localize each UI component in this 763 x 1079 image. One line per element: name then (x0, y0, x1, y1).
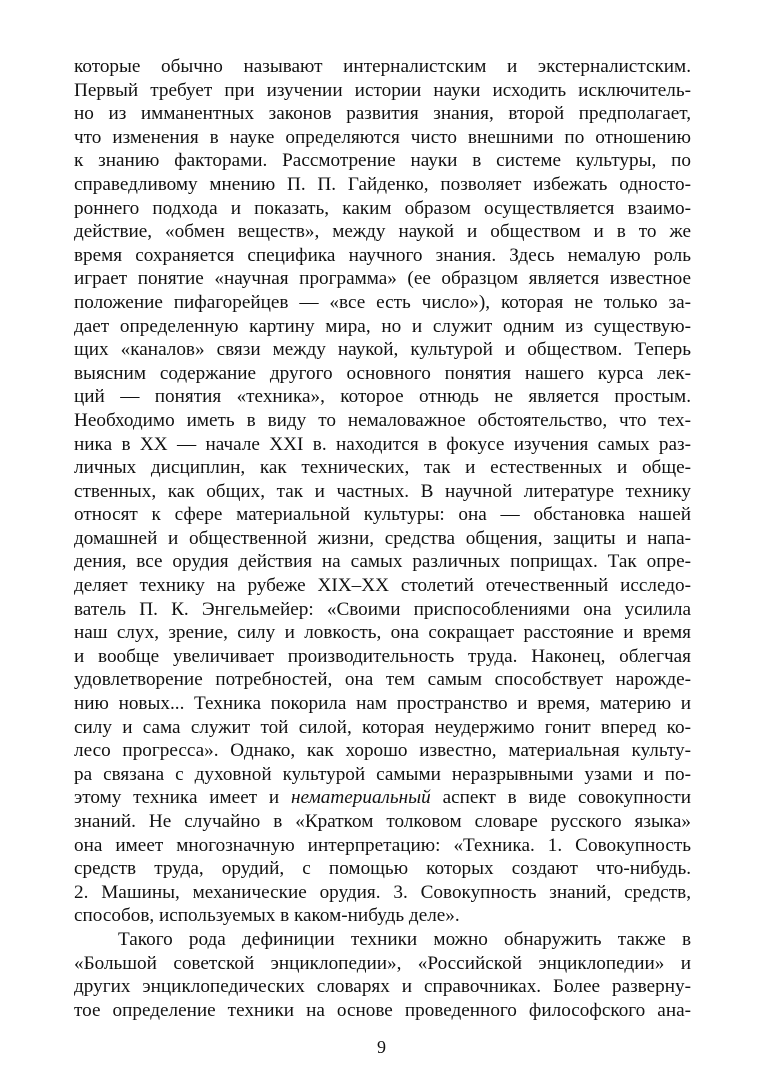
text-line: тое определение техники на основе проведенного философского ана- (74, 999, 691, 1021)
page-body (74, 55, 691, 1022)
text-line: Необходимо иметь в виду то немаловажное обстоятельство, что тех- (74, 409, 691, 431)
text-line: ственных, как общих, так и частных. В научной литературе технику (74, 480, 691, 502)
page-number: 9 (377, 1037, 386, 1057)
text-line: роннего подхода и показать, каким образом осуществляется взаимо- (74, 197, 691, 219)
text-line: силу и сама служит той силой, которая неудержимо гонит вперед ко- (74, 716, 691, 738)
text-line: дает определенную картину мира, но и служит одним из существую- (74, 315, 691, 337)
text-line: положение пифагорейцев — «все есть число»), которая не только за- (74, 291, 691, 313)
text-line: относят к сфере материальной культуры: она — обстановка нашей (74, 504, 691, 526)
text-line: личных дисциплин, как технических, так и естественных и обще- (74, 457, 691, 479)
text-line: лесо прогресса». Однако, как хорошо известно, материальная культу- (74, 740, 691, 762)
text-line: но из имманентных законов развития знания, второй предполагает, (74, 103, 691, 125)
text-line: время сохраняется специфика научного знания. Здесь немалую роль (74, 244, 691, 266)
text-line: ватель П. К. Энгельмейер: «Своими приспособлениями она усилила (74, 598, 691, 620)
text-line: ра связана с духовной культурой самыми неразрывными узами и по- (74, 763, 691, 785)
text-run: аспект в виде совокупности (430, 787, 691, 809)
text-line: нию новых... Техника покорила нам пространство и время, материю и (74, 693, 691, 715)
text-line: выясним содержание другого основного понятия нашего курса лек- (74, 362, 691, 384)
text-line: ций — понятия «техника», которое отнюдь не является простым. (74, 386, 691, 408)
text-line: которые обычно называют интерналистским и экстерналистским. (74, 56, 691, 77)
text-line: знаний. Не случайно в «Кратком толковом словаре русского языка» (74, 811, 691, 832)
text-line: домашней и общественной жизни, средства общения, защиты и напа- (74, 527, 691, 549)
italic-term: нематериальный (291, 787, 431, 809)
text-line: она имеет многозначную интерпретацию: «Техника. 1. Совокупность (74, 834, 691, 856)
text-line: Первый требует при изучении истории науки исходить исключитель- (74, 79, 691, 101)
text-line: что изменения в науке определяются чисто внешними по отношению (74, 126, 691, 148)
text-line: дения, все орудия действия на самых различных поприщах. Так опре- (74, 551, 691, 573)
text-line: и вообще увеличивает производительность труда. Наконец, облегчая (74, 645, 691, 667)
text-line: «Большой советской энциклопедии», «Российской энциклопедии» и (74, 952, 691, 974)
text-line: к знанию факторами. Рассмотрение науки в системе культуры, по (74, 150, 691, 172)
paragraph-2 (74, 928, 691, 1022)
text-line: Такого рода дефиниции техники можно обнаружить также в (118, 928, 691, 950)
text-line: деляет технику на рубеже XIX–XX столетий отечественный исследо- (74, 575, 691, 597)
text-line: щих «каналов» связи между наукой, культурой и обществом. Теперь (74, 339, 691, 361)
text-line: справедливому мнению П. П. Гайденко, позволяет избежать односто- (74, 173, 691, 195)
text-line: ника в XX — начале XXI в. находится в фокусе изучения самых раз- (74, 433, 691, 455)
text-line: наш слух, зрение, силу и ловкость, она сокращает расстояние и время (74, 622, 691, 644)
text-line: действие, «обмен веществ», между наукой и обществом и в то же (74, 221, 691, 243)
text-line: играет понятие «научная программа» (ее образцом является известное (74, 268, 691, 290)
paragraph-1 (74, 55, 691, 928)
text-line: способов, используемых в каком-нибудь деле». (74, 905, 460, 927)
text-line: 2. Машины, механические орудия. 3. Совокупность знаний, средств, (74, 881, 691, 903)
text-line: удовлетворение потребностей, она тем самым способствует нарожде- (74, 669, 691, 691)
text-line (74, 786, 691, 810)
text-line: других энциклопедических словарях и справочниках. Более разверну- (74, 976, 691, 998)
text-run: этому техника имеет и (74, 787, 291, 809)
text-line: средств труда, орудий, с помощью которых создают что-нибудь. (74, 858, 691, 880)
